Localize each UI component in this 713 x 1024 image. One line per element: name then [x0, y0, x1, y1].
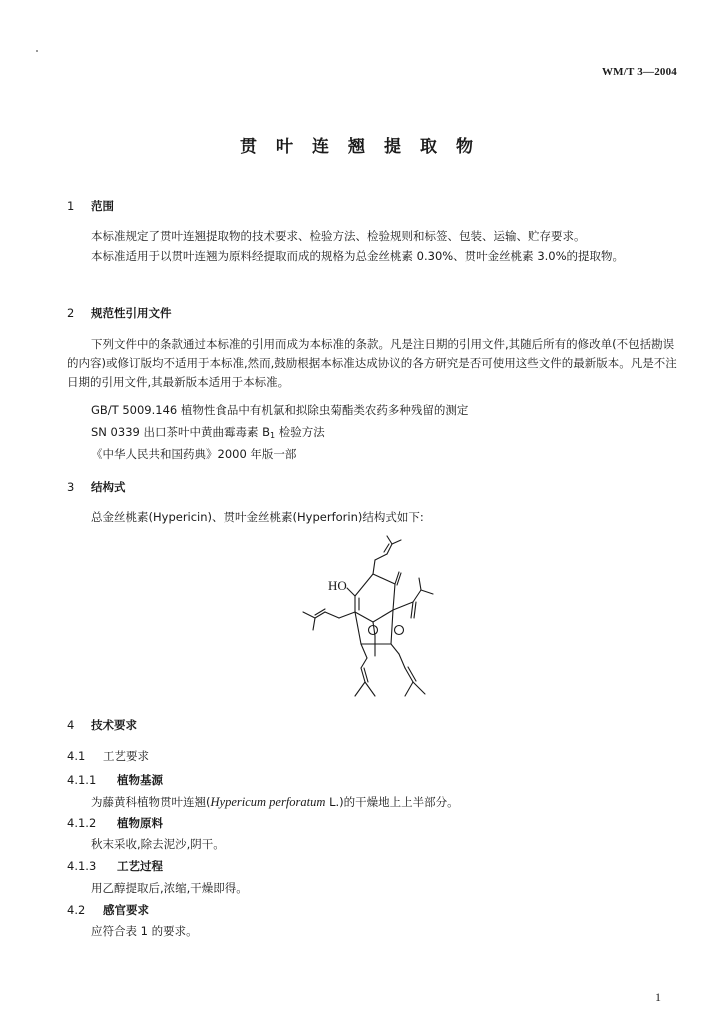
page-number: 1: [655, 990, 661, 1004]
reference-sn-0339-suffix: 检验方法: [275, 425, 325, 439]
section-1-paragraph-1: 本标准规定了贯叶连翘提取物的技术要求、检验方法、检验规则和标签、包装、运输、贮存要求。: [91, 229, 586, 243]
section-4-1-2-title: 植物原料: [117, 816, 163, 830]
bond: [313, 618, 315, 630]
bond: [387, 536, 392, 544]
section-4-1-3-heading: [67, 858, 163, 874]
bond: [413, 590, 421, 602]
scan-speck: [36, 50, 38, 52]
bond: [419, 578, 421, 590]
section-4-2-number: 4.2: [67, 903, 86, 917]
section-1-title: 范围: [91, 199, 114, 213]
section-4-1-2-number: 4.1.2: [67, 816, 97, 830]
section-1-paragraph-2: 本标准适用于以贯叶连翘为原料经提取而成的规格为总金丝桃素 0.30%、贯叶金丝桃素 3.0%的提取物。: [91, 249, 625, 263]
bond: [373, 560, 375, 574]
bond: [315, 609, 325, 615]
section-4-1-3-number: 4.1.3: [67, 859, 97, 873]
bond: [392, 540, 401, 544]
section-4-heading: [67, 717, 137, 733]
section-1-heading: [67, 198, 114, 214]
section-3-paragraph: 总金丝桃素(Hypericin)、贯叶金丝桃素(Hyperforin)结构式如下:: [91, 510, 424, 524]
bond: [325, 612, 339, 618]
section-2-heading: [67, 305, 172, 321]
bond: [365, 682, 375, 696]
plant-source-suffix: L.)的干燥地上上半部分。: [325, 795, 459, 809]
latin-name: Hypericum perforatum: [210, 795, 326, 809]
reference-sn-0339: [91, 424, 325, 444]
bond: [391, 610, 393, 644]
section-4-1-1-number: 4.1.1: [67, 773, 97, 787]
bond: [375, 554, 387, 560]
section-4-1-2-heading: [67, 815, 163, 831]
bond: [339, 612, 355, 618]
oxygen-atom: [369, 626, 378, 635]
standard-number: WM/T 3—2004: [601, 66, 677, 78]
section-4-1-2-text: 秋末采收,除去泥沙,阴干。: [91, 837, 225, 851]
section-4-1-3-title: 工艺过程: [117, 859, 163, 873]
plant-source-prefix: 为藤黄科植物贯叶连翘(: [91, 795, 211, 809]
bond: [355, 682, 365, 696]
section-4-1-1-title: 植物基源: [117, 773, 163, 787]
section-3-heading: [67, 479, 126, 495]
bond: [411, 602, 413, 618]
bond: [361, 644, 367, 658]
bond: [373, 610, 393, 622]
section-2-number: 2: [67, 306, 75, 320]
section-4-title: 技术要求: [91, 718, 137, 732]
reference-gb-t-5009-146: GB/T 5009.146 植物性食品中有机氯和拟除虫菊酯类农药多种残留的测定: [91, 403, 469, 417]
section-4-1-title: 工艺要求: [103, 749, 149, 763]
bond: [303, 612, 315, 618]
bond: [373, 574, 395, 584]
bond: [413, 682, 425, 694]
bond: [355, 612, 373, 622]
section-4-2-title: 感官要求: [103, 903, 149, 917]
section-4-1-number: 4.1: [67, 749, 86, 763]
section-4-1-1-heading: [67, 772, 163, 788]
bond: [405, 682, 413, 696]
bond: [421, 590, 433, 594]
document-title: 贯叶连翘提取物: [240, 137, 492, 157]
section-2-title: 规范性引用文件: [91, 306, 172, 320]
section-2-paragraph: 下列文件中的条款通过本标准的引用而成为本标准的条款。凡是注日期的引用文件,其随后所有的修改单(不包括勘误的内容)或修订版均不适用于本标准,然而,鼓励根据本标准达成协议的各方研究是否可使用这些文件的最新版本。凡是不注日期的引用文件,其最新版本适用于本标准。: [67, 337, 677, 389]
bond: [355, 574, 373, 596]
section-1-number: 1: [67, 199, 75, 213]
bond: [393, 584, 395, 610]
structure-hydroxyl-label: HO: [328, 578, 347, 593]
bond: [355, 612, 361, 644]
section-4-1-3-text: 用乙醇提取后,浓缩,干燥即得。: [91, 881, 248, 895]
section-4-2-text: 应符合表 1 的要求。: [91, 924, 198, 938]
reference-pharmacopoeia: 《中华人民共和国药典》2000 年版一部: [91, 447, 297, 461]
bond: [414, 602, 416, 618]
bond: [393, 602, 413, 610]
bond: [408, 667, 416, 681]
reference-sn-0339-subscript: 1: [270, 431, 276, 440]
section-4-2-heading: [67, 902, 149, 918]
bond: [399, 654, 405, 668]
section-3-number: 3: [67, 480, 75, 494]
oxygen-atom: [395, 626, 404, 635]
hyperforin-structure-diagram: [295, 532, 455, 704]
section-3-title: 结构式: [91, 480, 126, 494]
section-4-1-heading: [67, 748, 149, 764]
bond: [347, 588, 355, 596]
section-4-number: 4: [67, 718, 75, 732]
bond: [391, 644, 399, 654]
section-4-1-1-text: [91, 794, 459, 810]
bond: [361, 658, 367, 668]
bond: [405, 668, 413, 682]
reference-sn-0339-text: SN 0339 出口茶叶中黄曲霉毒素 B: [91, 425, 271, 439]
bond: [315, 612, 325, 618]
